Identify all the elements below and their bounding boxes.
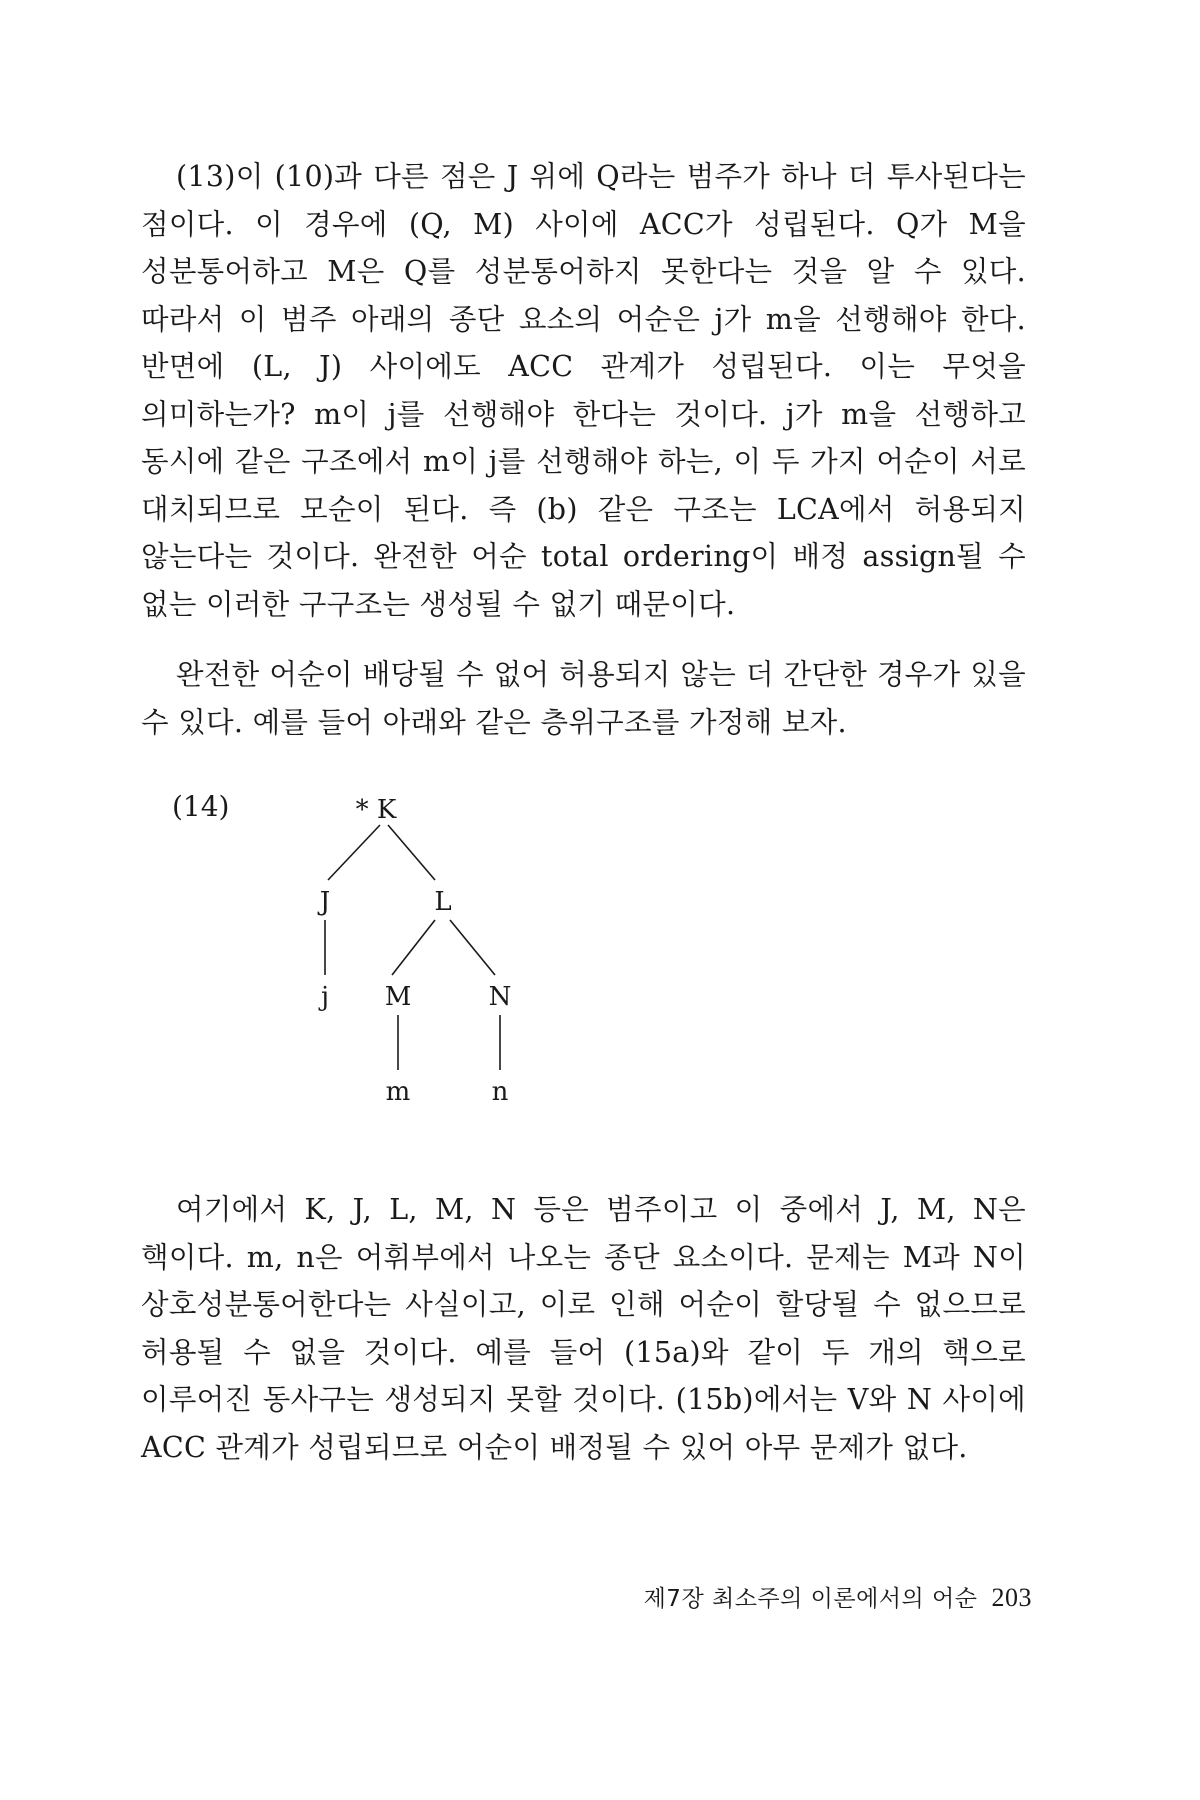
node-l: L xyxy=(434,887,452,917)
edge-l-m xyxy=(392,920,435,975)
edge-l-n xyxy=(450,920,495,975)
node-m: M xyxy=(384,982,412,1012)
paragraph-3: 여기에서 K, J, L, M, N 등은 범주이고 이 중에서 J, M, N은 핵이다. m, n은 어휘부에서 나오는 종단 요소이다. 문제는 M과 N이 상호성분통어한다는 사실이고, 이로 인해 어순이 할당될 수 없으므로 허용될 수 없을 것이다. 예를 들어 (15a)와 같이 두 개의 핵으로 이루어진 동사구는 생성되지 못할 것이다. (15b)에서는 V와 N 사이에 ACC 관계가 성립되므로 어순이 배정될 수 있어 아무 문제가 없다. xyxy=(141,1193,1026,1464)
node-j-category: J xyxy=(319,887,331,917)
chapter-title: 제7장 최소주의 이론에서의 어순 xyxy=(643,1586,978,1612)
example-number: (14) xyxy=(172,790,230,823)
node-j-terminal: j xyxy=(320,982,330,1012)
node-m-terminal: m xyxy=(385,1077,411,1107)
node-n: N xyxy=(488,982,512,1012)
paragraph-2: 완전한 어순이 배당될 수 없어 허용되지 않는 더 간단한 경우가 있을 수 있다. 예를 들어 아래와 같은 층위구조를 가정해 보자. xyxy=(141,658,1026,739)
node-n-terminal: n xyxy=(491,1077,509,1107)
paragraph-1: (13)이 (10)과 다른 점은 J 위에 Q라는 범주가 하나 더 투사된다는 점이다. 이 경우에 (Q, M) 사이에 ACC가 성립된다. Q가 M을 성분통어하고 M은 Q를 성분통어하지 못한다는 것을 알 수 있다. 따라서 이 범주 아래의 종단 요소의 어순은 j가 m을 선행해야 한다. 반면에 (L, J) 사이에도 ACC 관계가 성립된다. 이는 무엇을 의미하는가? m이 j를 선행해야 한다는 것이다. j가 m을 선행하고 동시에 같은 구조에서 m이 j를 선행해야 하는, 이 두 가지 어순이 서로 대치되므로 모순이 된다. 즉 (b) 같은 구조는 LCA에서 허용되지 않는다는 것이다. 완전한 어순 total ordering이 배정 assign될 수 없는 이러한 구구조는 생성될 수 없기 때문이다. xyxy=(141,160,1026,621)
node-k: * K xyxy=(355,795,397,825)
edge-k-j xyxy=(328,825,380,880)
page-number: 203 xyxy=(991,1583,1032,1612)
edge-k-l xyxy=(388,825,435,880)
running-footer xyxy=(644,1580,1032,1613)
syntax-tree-diagram xyxy=(300,770,700,1130)
